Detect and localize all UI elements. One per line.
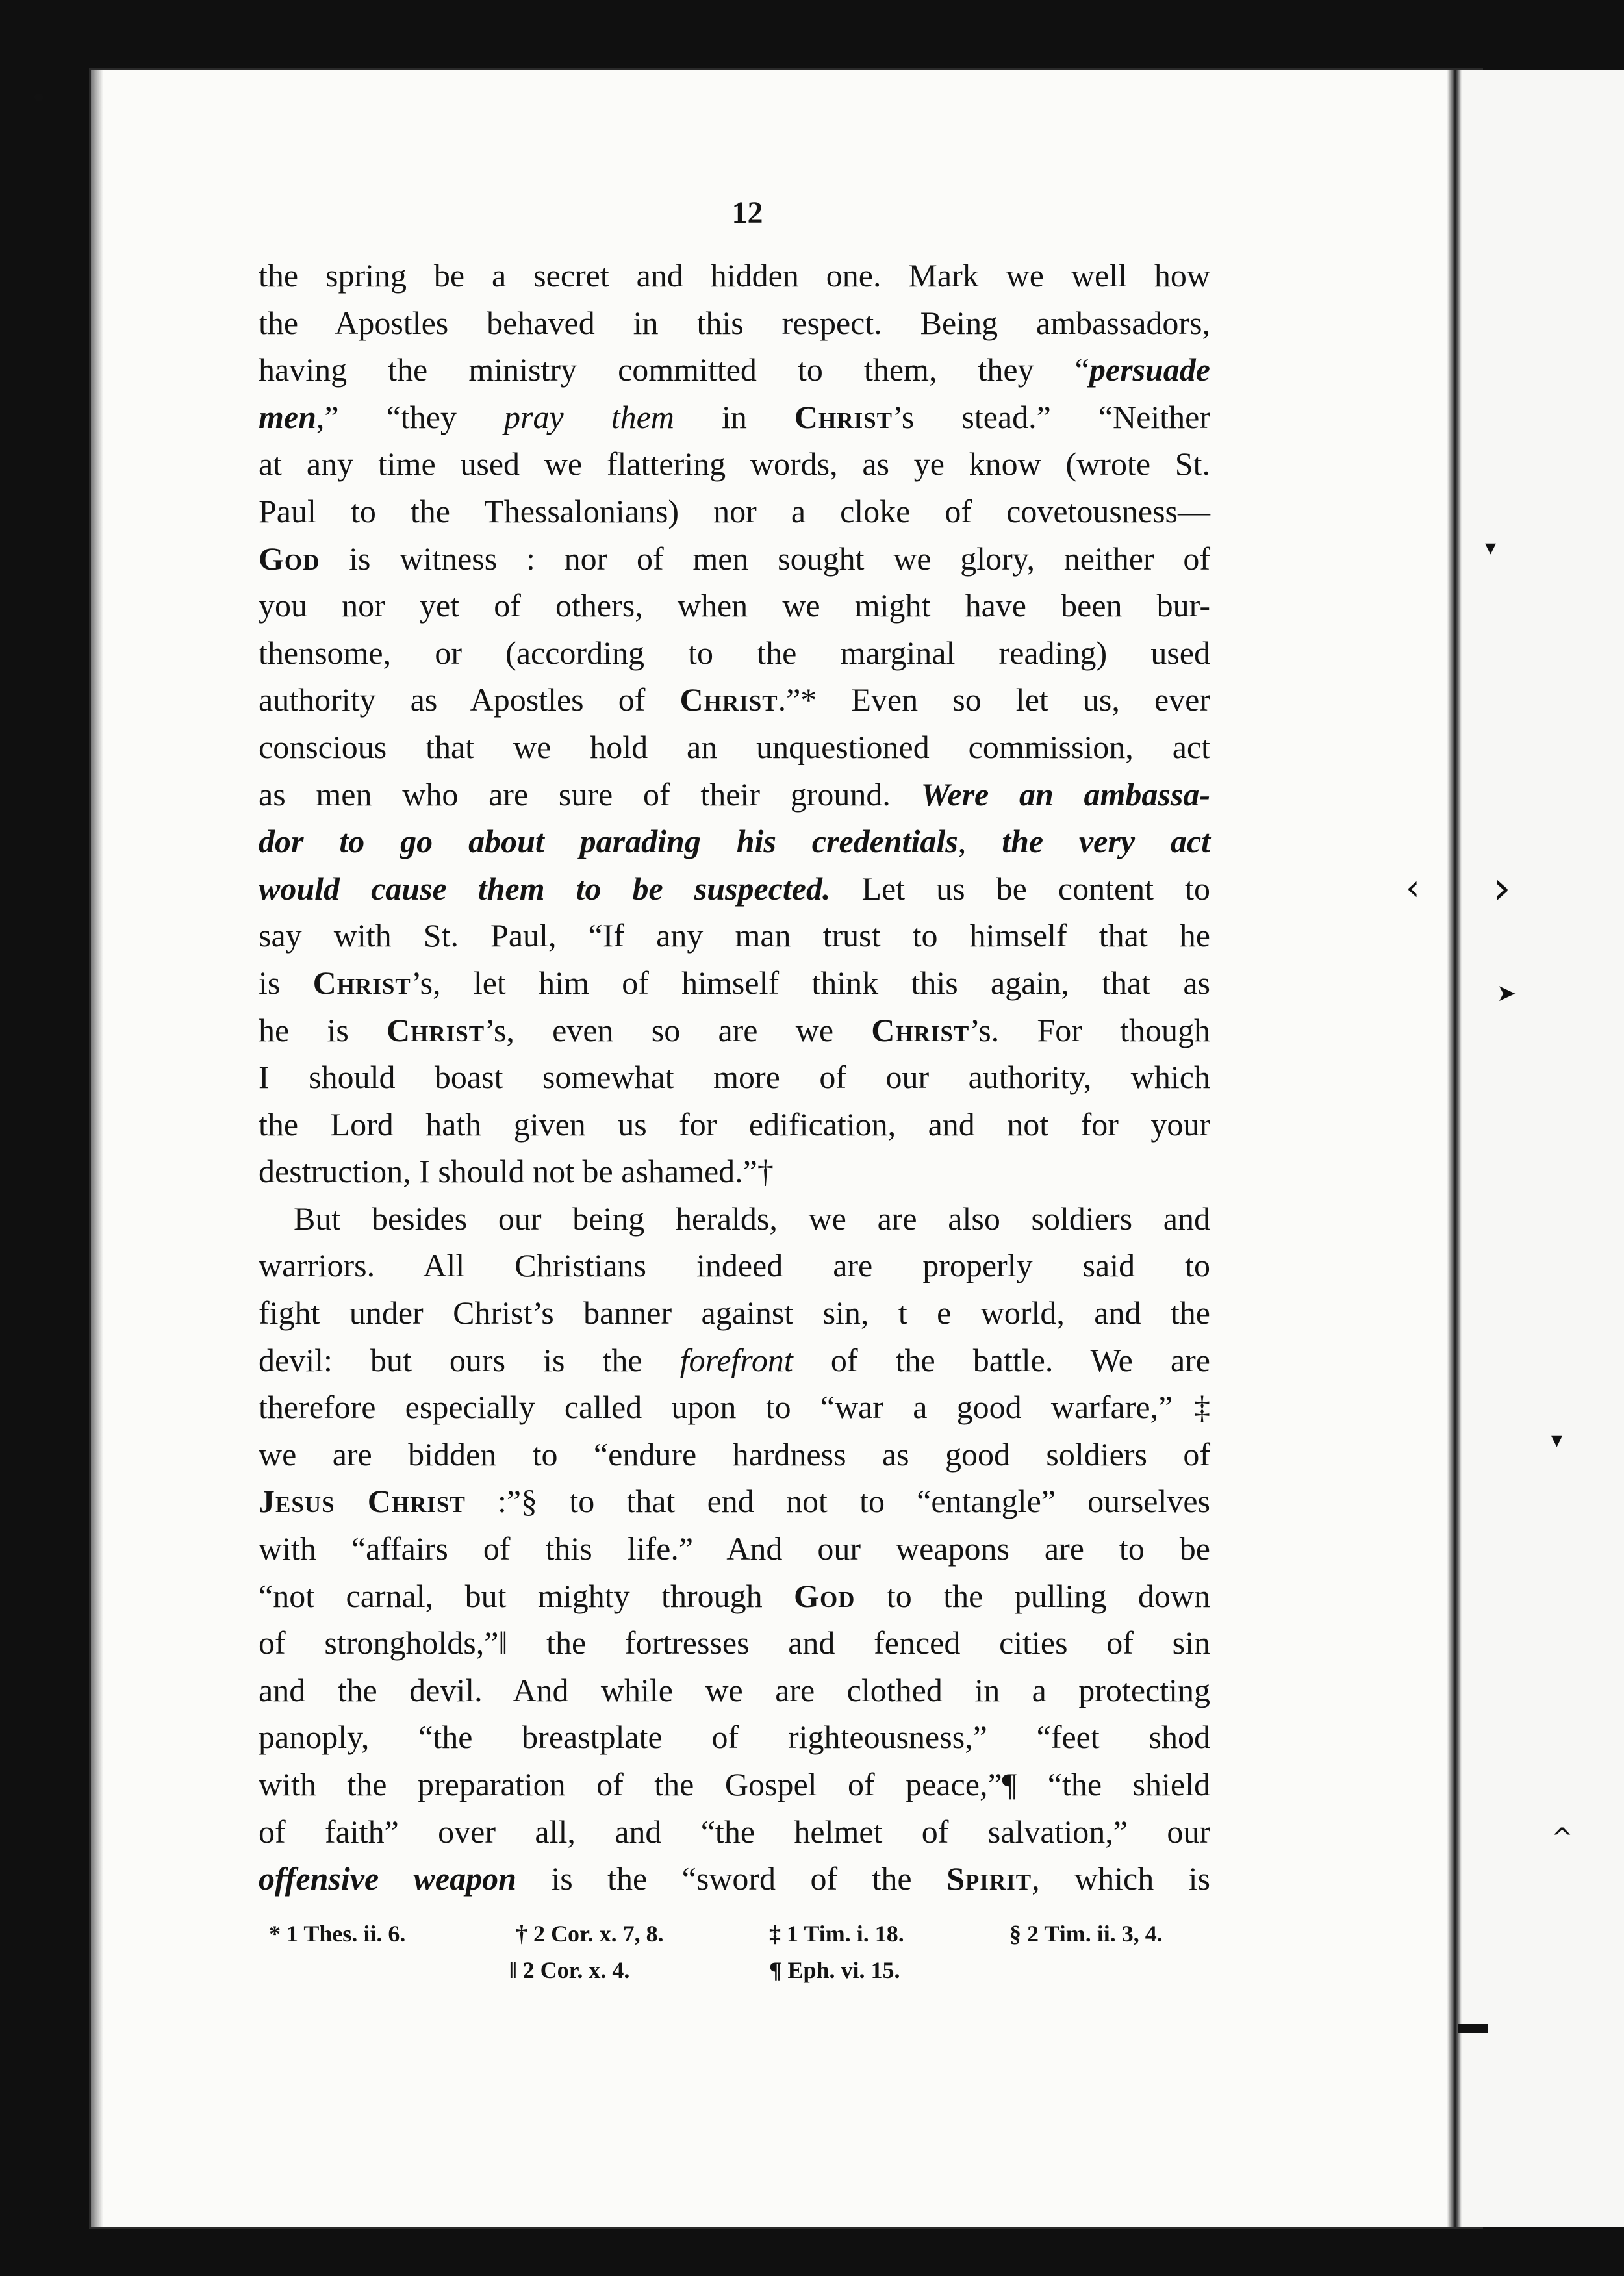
- footnote: ‡ 1 Tim. i. 18.: [769, 1920, 904, 1947]
- text-line: men,” “they pray them in Christ’s stead.” “Neither: [259, 398, 1210, 435]
- text-line: is Christ’s, let him of himself think this again, that as: [259, 964, 1210, 1001]
- footnote-row: [259, 1952, 1210, 1988]
- text-line: and the devil. And while we are clothed in a protecting: [259, 1671, 1210, 1708]
- text-line: But besides our being heralds, we are also soldiers and: [294, 1200, 1210, 1237]
- text-line: we are bidden to “endure hardness as good soldiers of: [259, 1435, 1210, 1473]
- text-line: at any time used we flattering words, as ye know (wrote St.: [259, 446, 1210, 483]
- scan-speck: ➤: [1497, 980, 1517, 1007]
- page-edge-shadow: [91, 70, 103, 2227]
- text-line: Paul to the Thessalonians) nor a cloke of covetousness—: [259, 492, 1210, 529]
- gutter-tab-mark: [1458, 2024, 1488, 2033]
- text-line: he is Christ’s, even so are we Christ’s. For though: [259, 1011, 1210, 1048]
- text-line: the Lord hath given us for edification, and not for your: [259, 1106, 1210, 1143]
- text-line: of faith” over all, and “the helmet of salvation,” our: [259, 1813, 1210, 1850]
- footnotes: [259, 1916, 1210, 1988]
- scan-speck: •: [30, 81, 48, 116]
- text-line: “not carnal, but mighty through God to the pulling down: [259, 1577, 1210, 1614]
- text-line: would cause them to be suspected. Let us be content to: [259, 870, 1210, 907]
- page-number: 12: [731, 196, 763, 230]
- footnote: ‖ 2 Cor. x. 4.: [509, 1956, 630, 1983]
- text-line: the spring be a secret and hidden one. Mark we well how: [259, 257, 1210, 294]
- scan-speck: ▾: [1551, 1427, 1563, 1453]
- text-line: as men who are sure of their ground. Were an ambassa-: [259, 776, 1211, 813]
- text-line: fight under Christ’s banner against sin, t e world, and the: [259, 1295, 1210, 1332]
- footnote-row: [259, 1916, 1210, 1952]
- text-line: thensome, or (according to the marginal reading) used: [259, 634, 1210, 671]
- text-block: [259, 192, 1210, 1988]
- text-line: Jesus Christ :”§ to that end not to “entangle” ourselves: [259, 1483, 1211, 1520]
- footnote: * 1 Thes. ii. 6.: [269, 1920, 406, 1947]
- text-line: authority as Apostles of Christ.”* Even so let us, ever: [259, 681, 1211, 718]
- text-line: therefore especially called upon to “war a good warfare,”‡: [259, 1389, 1210, 1426]
- binding-gutter: [1447, 70, 1462, 2227]
- text-line: I should boast somewhat more of our authority, which: [259, 1059, 1210, 1096]
- scan-speck: ▾: [1485, 535, 1497, 561]
- scan-speck: ›: [1493, 861, 1511, 915]
- text-line: destruction, I should not be ashamed.”†: [259, 1153, 774, 1190]
- facing-page: [1462, 70, 1624, 2227]
- text-line: devil: but ours is the forefront of the battle. We are: [259, 1341, 1210, 1378]
- text-line: with the preparation of the Gospel of peace,”¶ “the shield: [259, 1766, 1210, 1802]
- text-line: God is witness : nor of men sought we glory, neither of: [259, 540, 1210, 577]
- text-line: conscious that we hold an unquestioned commission, act: [259, 728, 1210, 765]
- text-line: having the ministry committed to them, they “persuade: [259, 351, 1210, 388]
- body-text: [259, 252, 1210, 1903]
- text-line: with “affairs of this life.” And our weapons are to be: [259, 1530, 1210, 1567]
- scan-speck: ‹: [1406, 867, 1420, 908]
- footnote: § 2 Tim. ii. 3, 4.: [1009, 1920, 1163, 1947]
- text-line: panoply, “the breastplate of righteousness,” “feet shod: [259, 1719, 1210, 1756]
- scan-speck: ^: [1551, 1823, 1573, 1853]
- text-line: offensive weapon is the “sword of the Spirit, which is: [259, 1860, 1211, 1897]
- text-line: dor to go about parading his credentials, the very act: [259, 823, 1211, 860]
- text-line: the Apostles behaved in this respect. Being ambassadors,: [259, 304, 1210, 341]
- footnote: ¶ Eph. vi. 15.: [769, 1956, 900, 1983]
- footnote: † 2 Cor. x. 7, 8.: [516, 1920, 664, 1947]
- text-line: say with St. Paul, “If any man trust to himself that he: [259, 917, 1210, 954]
- text-line: of strongholds,”‖ the fortresses and fenced cities of sin: [259, 1625, 1210, 1662]
- text-line: you nor yet of others, when we might have been bur-: [259, 587, 1210, 624]
- text-line: warriors. All Christians indeed are properly said to: [259, 1247, 1210, 1284]
